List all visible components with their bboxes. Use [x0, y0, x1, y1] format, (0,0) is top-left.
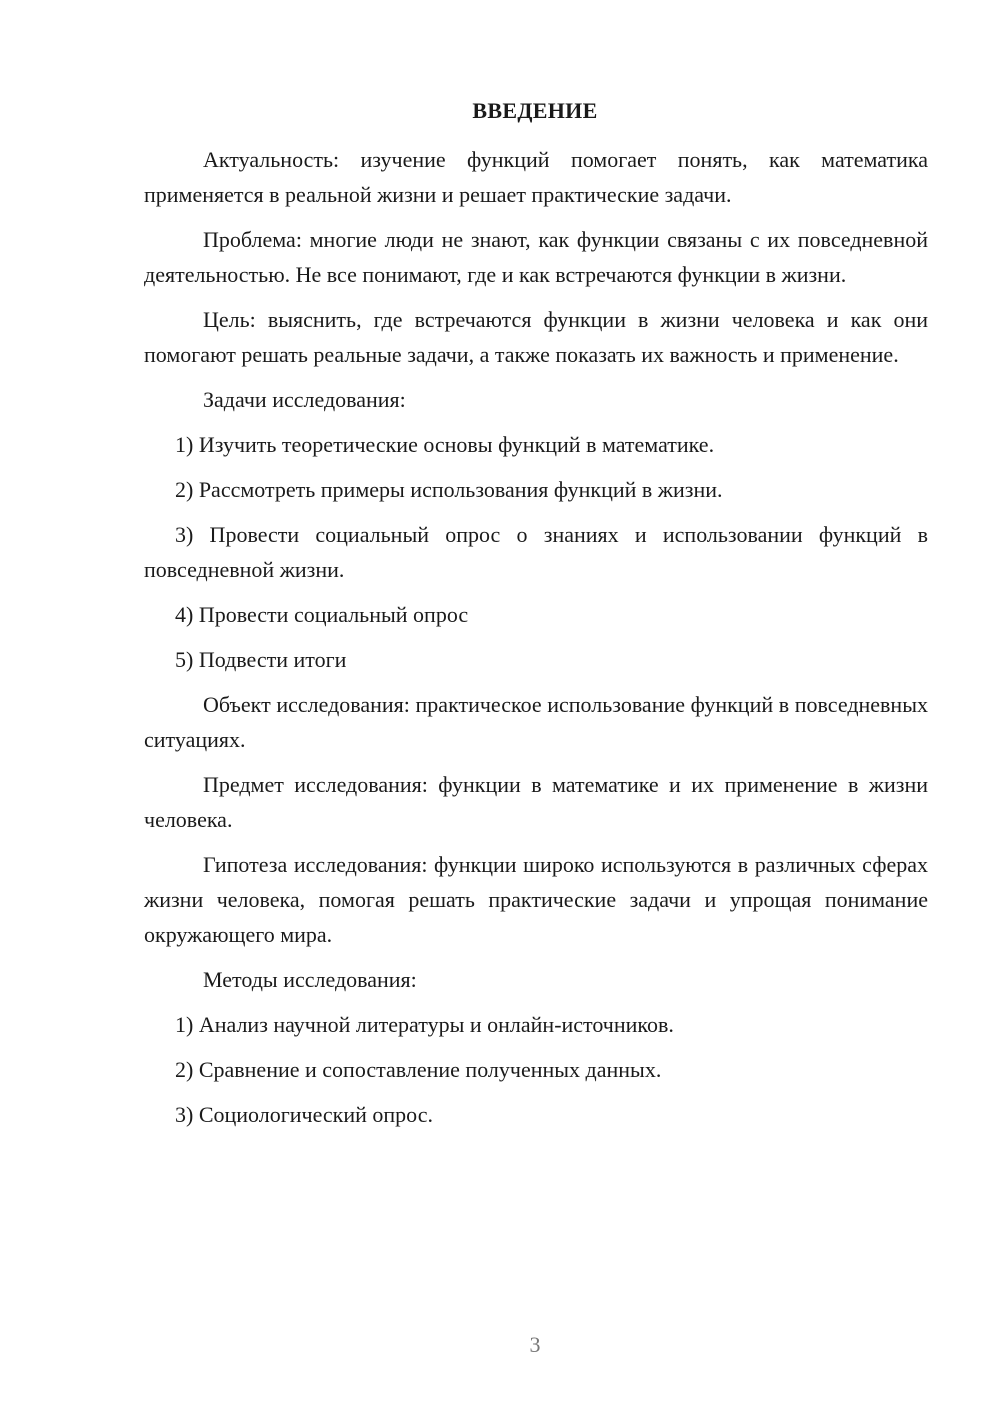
tasks-heading: Задачи исследования:	[203, 387, 406, 412]
task-item-3: 3) Провести социальный опрос о знаниях и использовании функций в повседневной жизни.	[144, 522, 928, 582]
page-number: 3	[529, 1332, 541, 1357]
task-item-4: 4) Провести социальный опрос	[175, 602, 469, 627]
goal-paragraph: Цель: выяснить, где встречаются функции в жизни человека и как они помогают решать реальные задачи, а также показать их важность и применение.	[144, 307, 928, 367]
task-item-1: 1) Изучить теоретические основы функций в математике.	[175, 432, 715, 457]
method-item-3: 3) Социологический опрос.	[175, 1102, 433, 1127]
methods-heading: Методы исследования:	[203, 967, 417, 992]
problem-paragraph: Проблема: многие люди не знают, как функции связаны с их повседневной деятельностью. Не все понимают, где и как встречаются функции в жизни.	[144, 227, 928, 287]
section-body	[144, 142, 928, 1142]
object-paragraph: Объект исследования: практическое использование функций в повседневных ситуациях.	[144, 692, 928, 752]
section-title: ВВЕДЕНИЕ	[472, 98, 598, 123]
relevance-paragraph: Актуальность: изучение функций помогает понять, как математика применяется в реальной жизни и решает практические задачи.	[144, 147, 928, 207]
method-item-2: 2) Сравнение и сопоставление полученных данных.	[175, 1057, 662, 1082]
method-item-1: 1) Анализ научной литературы и онлайн-источников.	[175, 1012, 674, 1037]
subject-paragraph: Предмет исследования: функции в математике и их применение в жизни человека.	[144, 772, 928, 832]
hypothesis-paragraph: Гипотеза исследования: функции широко используются в различных сферах жизни человека, помогая решать практические задачи и упрощая понимание окружающего мира.	[144, 852, 928, 947]
task-item-2: 2) Рассмотреть примеры использования функций в жизни.	[175, 477, 723, 502]
task-item-5: 5) Подвести итоги	[175, 647, 347, 672]
